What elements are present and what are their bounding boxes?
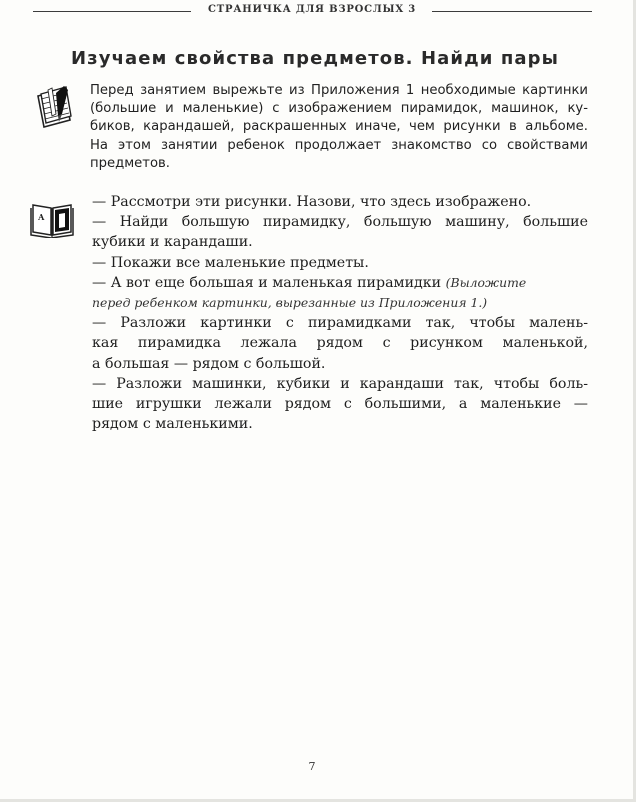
open-book-icon xyxy=(30,200,74,238)
teacher-note-start: (Выложите xyxy=(445,274,527,290)
teacher-note: перед ребенком картинки, вырезанные из Приложения 1.) xyxy=(92,295,488,311)
page-title: Изучаем свойства предметов. Найди пары xyxy=(71,48,559,69)
notebook-pen-icon xyxy=(34,84,78,130)
header-rule-left xyxy=(33,11,191,12)
intro-line: биков, карандашей, раскрашенных иначе, чем рисунки в альбоме. xyxy=(90,119,588,135)
lesson-line: — Найди большую пирамидку, большую машину, большие xyxy=(92,214,588,231)
lesson-line: кая пирамидка лежала рядом с рисунком маленькой, xyxy=(92,335,588,352)
intro-instructions xyxy=(90,82,588,173)
lesson-line: — Покажи все маленькие предметы. xyxy=(92,254,369,271)
lesson-line: — Разложи машинки, кубики и карандаши так, чтобы боль- xyxy=(92,375,588,392)
lesson-dialogue xyxy=(92,192,588,434)
intro-line: На этом занятии ребенок продолжает знакомство со свойствами xyxy=(90,137,588,153)
lesson-line: кубики и карандаши. xyxy=(92,234,253,251)
book-letter: А xyxy=(38,212,45,222)
lesson-line: — Рассмотри эти рисунки. Назови, что здесь изображено. xyxy=(92,194,532,210)
lesson-line: рядом с маленькими. xyxy=(92,416,253,433)
intro-line: предметов. xyxy=(90,155,171,171)
header-rule-right xyxy=(432,11,592,12)
intro-line: Перед занятием вырежьте из Приложения 1 необходимые картинки xyxy=(90,83,588,98)
lesson-line: — А вот еще большая и маленькая пирамидки xyxy=(92,274,442,291)
intro-line: (большие и маленькие) с изображением пирамидок, машинок, ку- xyxy=(90,101,588,117)
lesson-line-with-note xyxy=(92,273,588,293)
lesson-line: а большая — рядом с большой. xyxy=(92,355,326,372)
page-number: 7 xyxy=(308,760,316,773)
lesson-line: — Разложи картинки с пирамидками так, чтобы малень- xyxy=(92,315,588,332)
lesson-line: шие игрушки лежали рядом с большими, а маленькие — xyxy=(92,396,588,413)
running-header: СТРАНИЧКА ДЛЯ ВЗРОСЛЫХ 3 xyxy=(208,4,416,15)
